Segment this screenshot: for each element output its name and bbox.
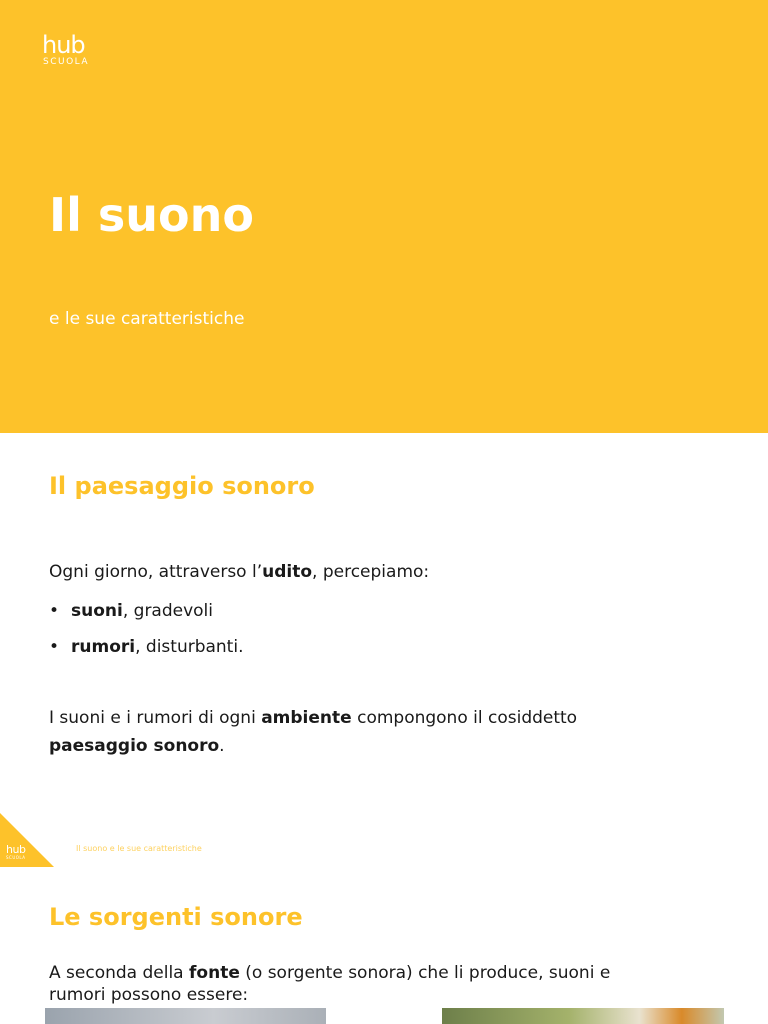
intro-paragraph: [49, 558, 429, 586]
para-text: .: [219, 736, 225, 756]
para-keyword: ambiente: [261, 708, 352, 728]
para-text: I suoni e i rumori di ogni: [49, 708, 262, 728]
sources-text: (o sorgente sonora) che li produce, suoni e: [239, 963, 611, 983]
slide-heading: Il paesaggio sonoro: [49, 472, 315, 500]
sources-text: rumori possono essere:: [49, 985, 249, 1005]
nature-photo: [442, 1008, 724, 1024]
soundscape-slide: [0, 433, 768, 867]
slide-subtitle: e le sue caratteristiche: [49, 309, 245, 329]
corner-logo-sub: SCUOLA: [6, 855, 26, 860]
bullet-dot-icon: •: [49, 637, 60, 657]
sources-paragraph: [49, 962, 610, 1006]
bullet-keyword: suoni: [71, 601, 123, 621]
corner-hub-logo: [6, 845, 25, 860]
bullet-text: , gradevoli: [122, 601, 214, 621]
intro-keyword: udito: [262, 562, 313, 582]
soundscape-paragraph: [49, 704, 577, 760]
bullet-keyword: rumori: [71, 637, 136, 657]
title-slide: [0, 0, 768, 433]
bullet-list: [49, 593, 243, 665]
hub-scuola-logo: [42, 33, 98, 67]
intro-text-end: , percepiamo:: [312, 562, 430, 582]
list-item: [49, 629, 243, 665]
bullet-text: , disturbanti.: [135, 637, 244, 657]
corner-logo-main: hub: [6, 843, 26, 856]
para-keyword: paesaggio sonoro: [49, 736, 220, 756]
bullet-dot-icon: •: [49, 601, 60, 621]
logo-sub-text: SCUOLA: [43, 57, 90, 67]
list-item: [49, 593, 243, 629]
intro-text: Ogni giorno, attraverso l’: [49, 562, 263, 582]
sky-photo: [45, 1008, 326, 1024]
sound-sources-slide: [0, 867, 768, 1024]
sources-keyword: fonte: [189, 963, 240, 983]
slide-title: Il suono: [49, 188, 254, 242]
para-text: compongono il cosiddetto: [351, 708, 578, 728]
logo-main-text: hub: [42, 31, 85, 59]
sources-text: A seconda della: [49, 963, 190, 983]
slide-heading: Le sorgenti sonore: [49, 903, 303, 931]
slide-footer: Il suono e le sue caratteristiche: [76, 844, 202, 853]
